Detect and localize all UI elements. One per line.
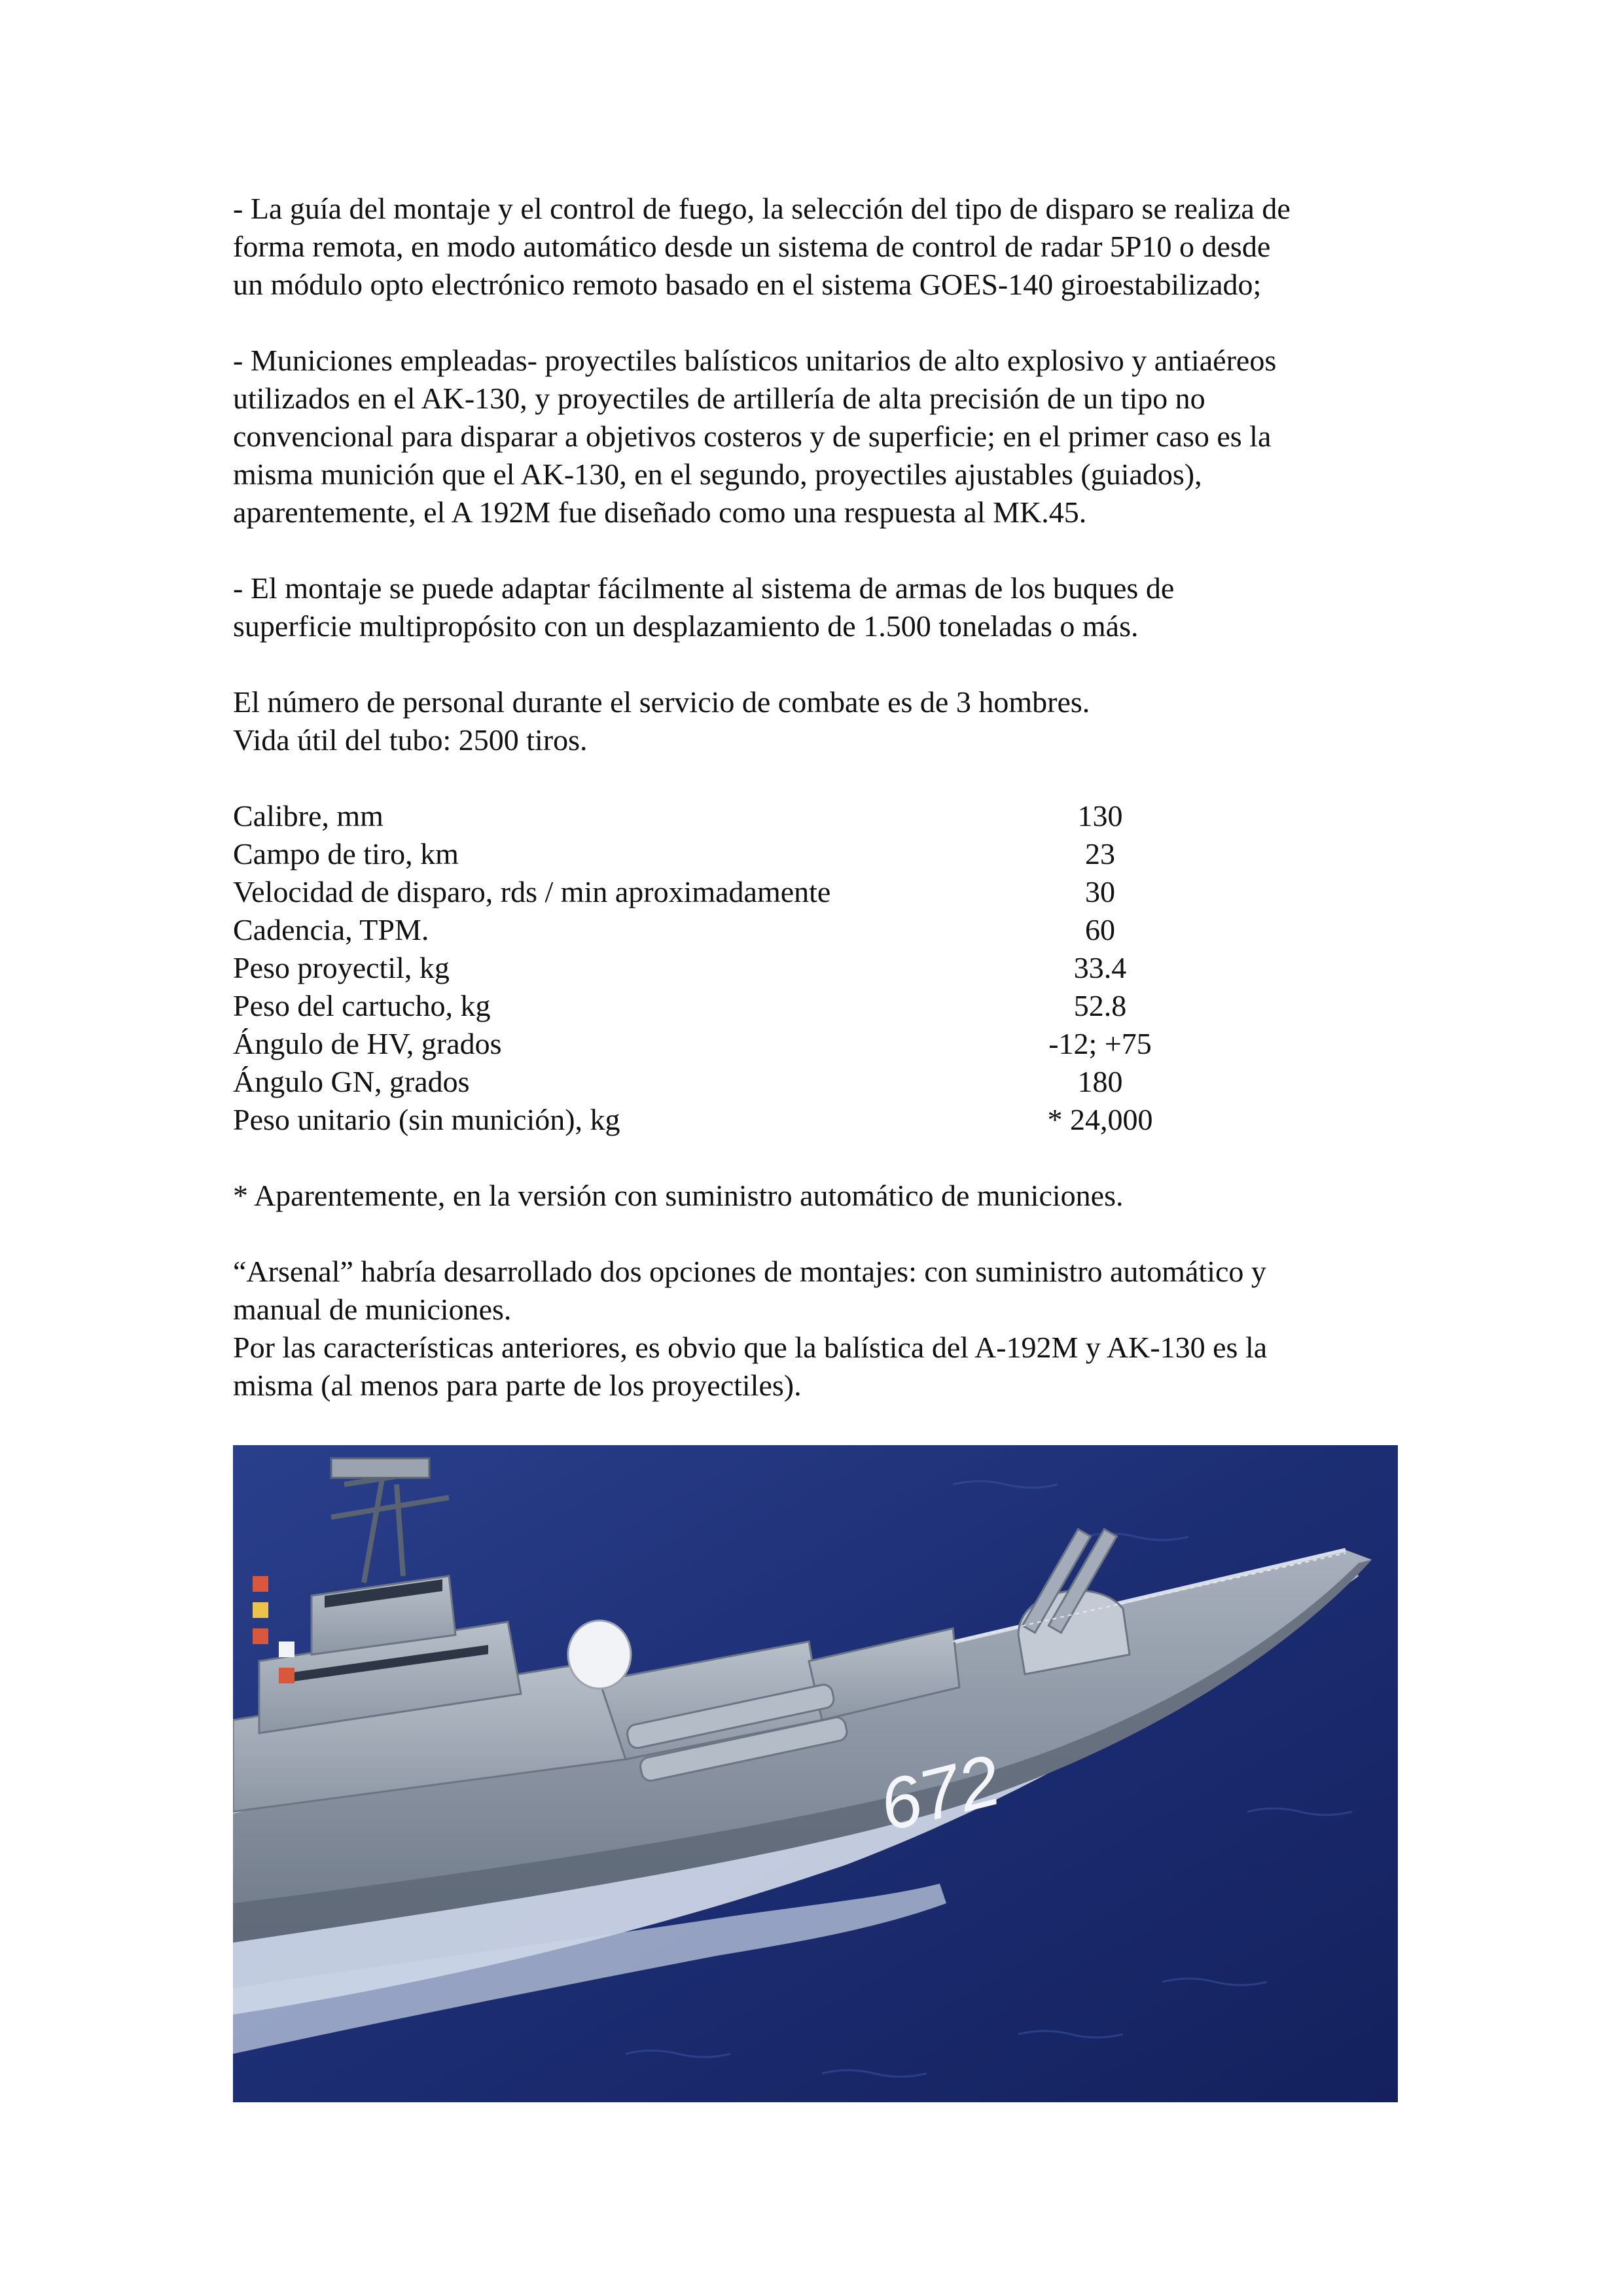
specifications-table	[233, 797, 1398, 1139]
spec-row	[233, 949, 1398, 987]
spec-label: Cadencia, TPM.	[233, 913, 429, 946]
text-line: superficie multipropósito con un desplazamiento de 1.500 toneladas o más.	[233, 609, 1139, 643]
spec-label: Ángulo de HV, grados	[233, 1027, 502, 1060]
radome	[568, 1621, 631, 1689]
spec-value: 33.4	[1073, 951, 1127, 984]
text-line: - La guía del montaje y el control de fuego, la selección del tipo de disparo se realiza de	[233, 192, 1291, 225]
footnote: * Aparentemente, en la versión con suministro automático de municiones.	[233, 1179, 1124, 1212]
text-line: convencional para disparar a objetivos costeros y de superficie; en el primer caso es la	[233, 420, 1272, 453]
text-line: Por las características anteriores, es obvio que la balística del A-192M y AK-130 es la	[233, 1331, 1268, 1364]
text-line: Vida útil del tubo: 2500 tiros.	[233, 723, 588, 757]
text-line: El número de personal durante el servicio de combate es de 3 hombres.	[233, 685, 1090, 719]
spec-value: 23	[1085, 837, 1115, 870]
spec-value: -12; +75	[1048, 1027, 1152, 1060]
text-line: misma munición que el AK-130, en el segundo, proyectiles ajustables (guiados),	[233, 457, 1202, 491]
spec-label: Ángulo GN, grados	[233, 1065, 470, 1098]
spec-label: Peso proyectil, kg	[233, 951, 450, 984]
spec-label: Peso del cartucho, kg	[233, 989, 491, 1022]
spec-row	[233, 873, 1398, 911]
spec-value: 130	[1077, 799, 1123, 833]
spec-row	[233, 797, 1398, 835]
text-line: - Municiones empleadas- proyectiles balísticos unitarios de alto explosivo y antiaéreos	[233, 344, 1277, 377]
paragraph-adaptation	[233, 569, 1398, 645]
text-line: misma (al menos para parte de los proyectiles).	[233, 1369, 802, 1402]
spec-label: Calibre, mm	[233, 799, 383, 833]
text-line: aparentemente, el A 192M fue diseñado como una respuesta al MK.45.	[233, 495, 1087, 529]
text-line: manual de municiones.	[233, 1293, 512, 1326]
paragraph-fire-control	[233, 190, 1398, 304]
hull-number: 672	[872, 1739, 1008, 1847]
text-line: “Arsenal” habría desarrollado dos opciones de montajes: con suministro automático y	[233, 1255, 1266, 1288]
document-page	[233, 190, 1398, 1405]
spec-value: 60	[1085, 913, 1115, 946]
spec-row	[233, 1025, 1398, 1063]
text-line: utilizados en el AK-130, y proyectiles de artillería de alta precisión de un tipo no	[233, 382, 1205, 415]
spec-value: 52.8	[1073, 989, 1127, 1022]
spec-row	[233, 987, 1398, 1025]
spec-value: * 24,000	[1047, 1103, 1153, 1136]
spec-row	[233, 911, 1398, 949]
paragraph-munitions	[233, 342, 1398, 531]
spec-label: Peso unitario (sin munición), kg	[233, 1103, 620, 1136]
warship-photo	[233, 1445, 1398, 2102]
warship-illustration	[233, 1445, 1398, 2102]
radar-antenna	[331, 1458, 429, 1478]
spec-value: 180	[1077, 1065, 1123, 1098]
spec-row	[233, 1063, 1398, 1101]
text-line: - El montaje se puede adaptar fácilmente al sistema de armas de los buques de	[233, 571, 1175, 605]
text-line: forma remota, en modo automático desde un sistema de control de radar 5P10 o desde	[233, 230, 1271, 263]
spec-row	[233, 1101, 1398, 1139]
paragraph-closing	[233, 1253, 1398, 1405]
text-line: un módulo opto electrónico remoto basado en el sistema GOES-140 giroestabilizado;	[233, 268, 1262, 301]
spec-value: 30	[1085, 875, 1115, 908]
spec-label: Velocidad de disparo, rds / min aproximadamente	[233, 875, 831, 908]
spec-label: Campo de tiro, km	[233, 837, 459, 870]
spec-row	[233, 835, 1398, 873]
paragraph-personnel	[233, 683, 1398, 759]
